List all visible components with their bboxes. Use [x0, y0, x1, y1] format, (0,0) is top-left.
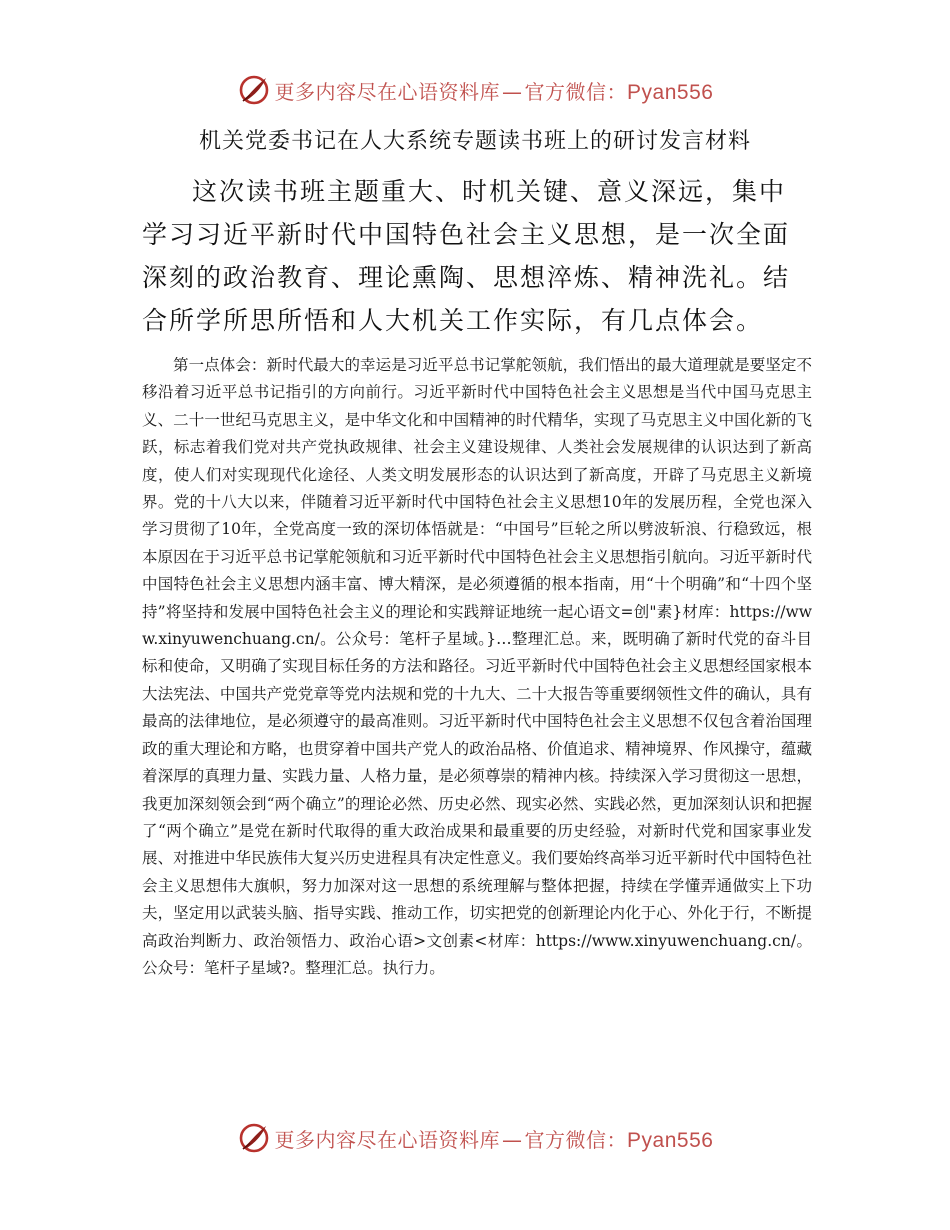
banner-title: 更多内容尽在心语资料库 [274, 1127, 501, 1152]
banner-text [275, 1124, 714, 1153]
banner-separator: — [502, 1127, 523, 1152]
header-banner [0, 70, 950, 110]
footer-banner [0, 1118, 950, 1158]
banner-separator: — [502, 79, 523, 104]
banner-wechat-label: 官方微信： [524, 1127, 628, 1152]
quill-logo-icon [237, 73, 271, 107]
banner-wechat-label: 官方微信： [524, 79, 628, 104]
intro-paragraph: 这次读书班主题重大、时机关键、意义深远，集中学习习近平新时代中国特色社会主义思想，是一次全面深刻的政治教育、理论熏陶、思想淬炼、精神洗礼。结合所学所思所悟和人大机关工作实际，有几点体会。 [142, 177, 791, 335]
banner-wechat-handle: Pyan556 [627, 80, 714, 104]
quill-logo-icon [237, 1121, 271, 1155]
banner-text [275, 76, 714, 105]
banner-wechat-handle: Pyan556 [627, 1128, 714, 1152]
body-paragraph: 第一点体会：新时代最大的幸运是习近平总书记掌舵领航，我们悟出的最大道理就是要坚定不移沿着习近平总书记指引的方向前行。习近平新时代中国特色社会主义思想是当代中国马克思主义、二十一世纪马克思主义，是中华文化和中国精神的时代精华，实现了马克思主义中国化新的飞跃，标志着我们党对共产党执政规律、社会主义建设规律、人类社会发展规律的认识达到了新高度，使人们对实现现代化途径、人类文明发展形态的认识达到了新高度，开辟了马克思主义新境界。党的十八大以来，伴随着习近平新时代中国特色社会主义思想10年的发展历程，全党也深入学习贯彻了10年，全党高度一致的深切体悟就是：“中国号”巨轮之所以劈波斩浪、行稳致远，根本原因在于习近平总书记掌舵领航和习近平新时代中国特色社会主义思想指引航向。习近平新时代中国特色社会主义思想内涵丰富、博大精深，是必须遵循的根本指南，用“十个明确”和“十四个坚持”将坚持和发展中国特色社会主义的理论和实践辩证地统一起心语文=创"素}材库：https://www.xinyuwenchuang.cn/。公众号：笔杆子星域。}…整理汇总。来，既明确了新时代党的奋斗目标和使命，又明确了实现目标任务的方法和路径。习近平新时代中国特色社会主义思想经国家根本大法宪法、中国共产党党章等党内法规和党的十九大、二十大报告等重要纲领性文件的确认，具有最高的法律地位，是必须遵守的最高准则。习近平新时代中国特色社会主义思想不仅包含着治国理政的重大理论和方略，也贯穿着中国共产党人的政治品格、价值追求、精神境界、作风操守，蕴藏着深厚的真理力量、实践力量、人格力量，是必须尊崇的精神内核。持续深入学习贯彻这一思想，我更加深刻领会到“两个确立”的理论必然、历史必然、现实必然、实践必然，更加深刻认识和把握了“两个确立”是党在新时代取得的重大政治成果和最重要的历史经验，对新时代党和国家事业发展、对推进中华民族伟大复兴历史进程具有决定性意义。我们要始终高举习近平新时代中国特色社会主义思想伟大旗帜，努力加深对这一思想的系统理解与整体把握，持续在学懂弄通做实上下功夫，坚定用以武装头脑、指导实践、推动工作，切实把党的创新理论内化于心、外化于行，不断提高政治判断力、政治领悟力、政治心语>文创素<材库：https://www.xinyuwenchuang.cn/。公众号：笔杆子星域?。整理汇总。执行力。 [142, 356, 812, 977]
banner-title: 更多内容尽在心语资料库 [274, 79, 501, 104]
document-title: 机关党委书记在人大系统专题读书班上的研讨发言材料 [198, 129, 751, 154]
